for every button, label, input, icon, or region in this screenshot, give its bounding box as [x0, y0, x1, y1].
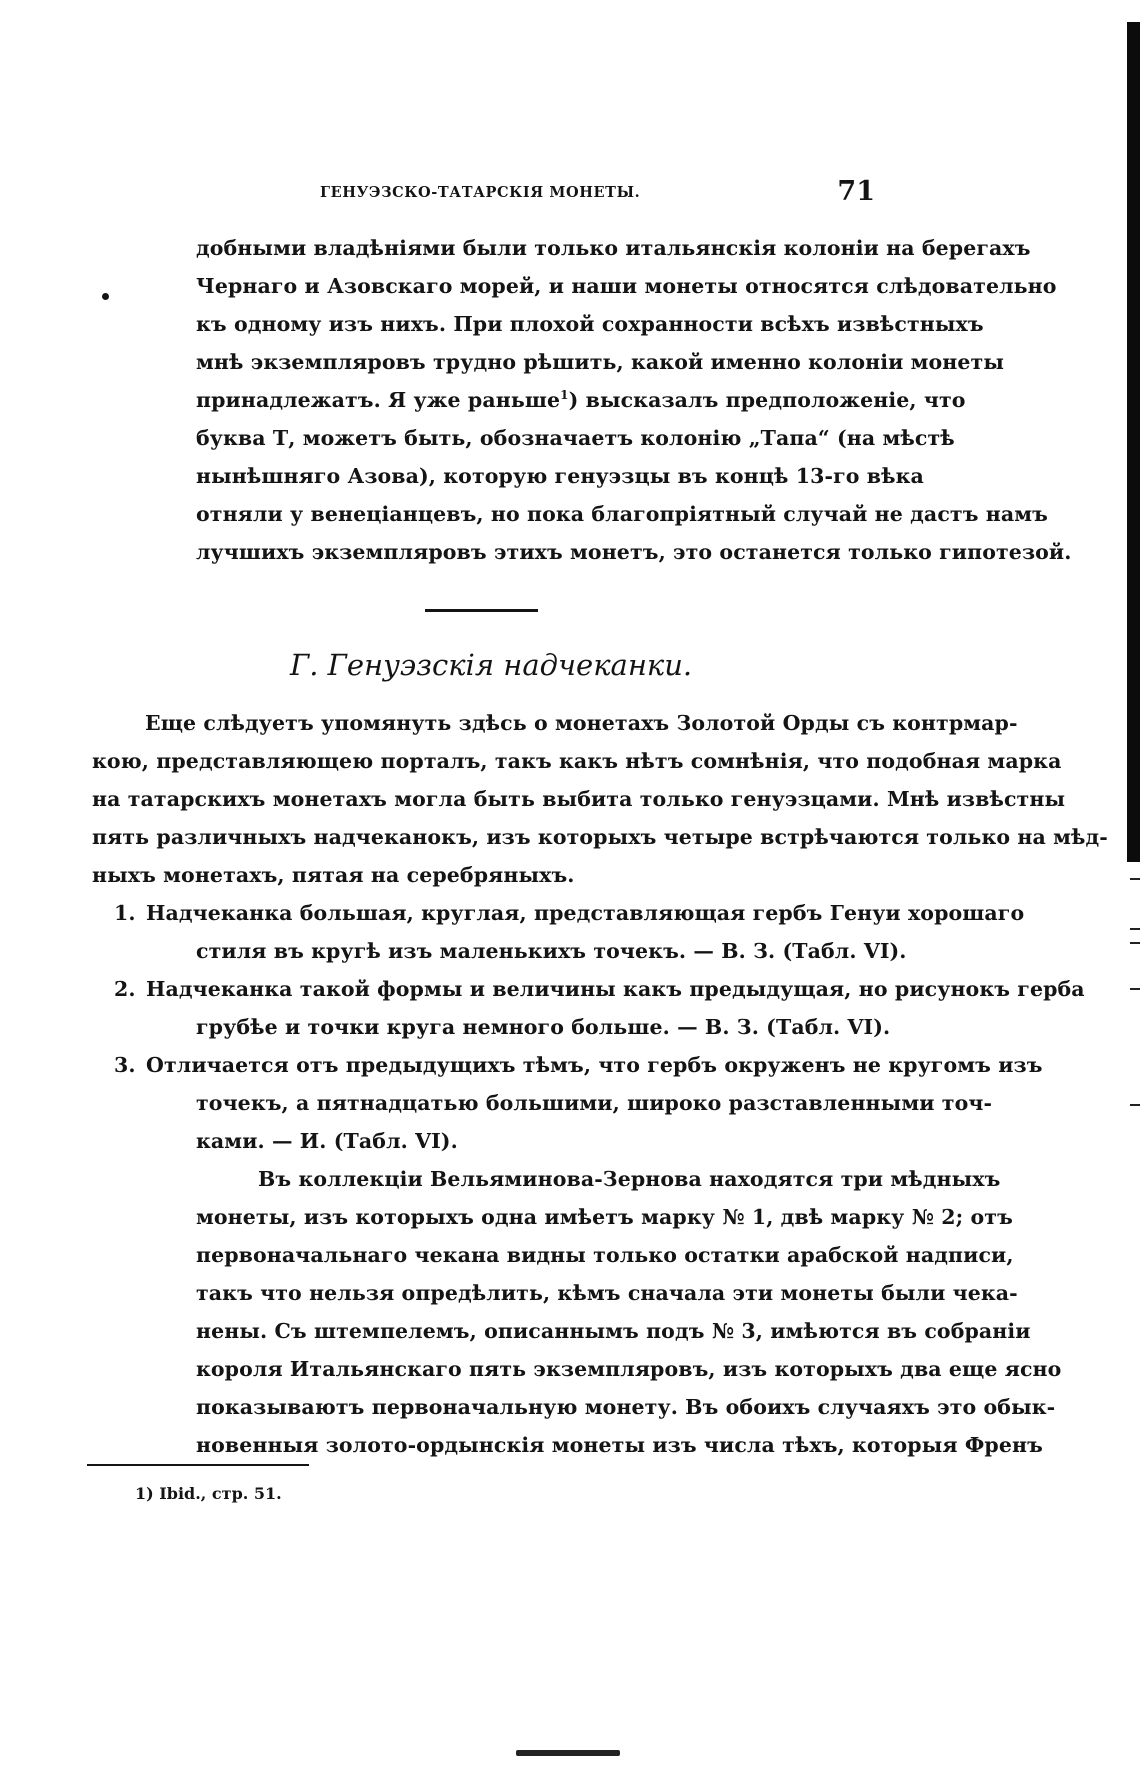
scan-edge-mark [1130, 988, 1140, 990]
paragraph3-line: короля Итальянскаго пять экземпляровъ, изъ которыхъ два еще ясно [196, 1357, 1062, 1381]
list-item-line: Надчеканка большая, круглая, представляющая гербъ Генуи хорошаго [146, 901, 1025, 925]
footnote-rule [87, 1464, 309, 1466]
paragraph3-line: новенныя золото-ордынскія монеты изъ числа тѣхъ, которыя Френъ [196, 1433, 1043, 1457]
paragraph3-line: Въ коллекціи Вельяминова-Зернова находятся три мѣдныхъ [258, 1167, 1001, 1191]
list-item-line: Отличается отъ предыдущихъ тѣмъ, что гербъ окруженъ не кругомъ изъ [146, 1053, 1043, 1077]
list-item-line: ками. — И. (Табл. VI). [196, 1129, 458, 1153]
paragraph2-line: ныхъ монетахъ, пятая на серебряныхъ. [92, 863, 575, 887]
paragraph2-line: Еще слѣдуетъ упомянуть здѣсь о монетахъ Золотой Орды съ контрмар- [145, 711, 1018, 735]
paragraph1-line [196, 387, 966, 413]
paragraph3-line: нены. Съ штемпелемъ, описаннымъ подъ № 3, имѣются въ собраніи [196, 1319, 1031, 1343]
list-item-line: Надчеканка такой формы и величины какъ предыдущая, но рисунокъ герба [146, 977, 1085, 1001]
footnote-mark: 1 [560, 388, 569, 403]
running-head: ГЕНУЭЗСКО-ТАТАРСКІЯ МОНЕТЫ. [320, 184, 641, 201]
list-item-number: 3. [114, 1053, 136, 1077]
scan-edge-bar [1127, 22, 1140, 862]
paragraph1-line: буква Т, можетъ быть, обозначаетъ колонію „Тапа“ (на мѣстѣ [196, 426, 955, 450]
line-text [196, 387, 569, 413]
list-item-number: 1. [114, 901, 136, 925]
scan-edge-mark [1130, 878, 1140, 880]
list-item-line: грубѣе и точки круга немного больше. — В. З. (Табл. VI). [196, 1015, 891, 1039]
paragraph1-line: нынѣшняго Азова), которую генуэзцы въ концѣ 13-го вѣка [196, 464, 924, 488]
paragraph3-line: такъ что нельзя опредѣлить, кѣмъ сначала эти монеты были чека- [196, 1281, 1018, 1305]
paragraph2-line: на татарскихъ монетахъ могла быть выбита только генуэзцами. Мнѣ извѣстны [92, 787, 1066, 811]
line-text-start: принадлежатъ. Я уже раньше [196, 388, 561, 412]
margin-ink-dot [102, 293, 109, 300]
list-item-line: точекъ, а пятнадцатью большими, широко разставленными точ- [196, 1091, 993, 1115]
paragraph1-line: Чернаго и Азовскаго морей, и наши монеты относятся слѣдовательно [196, 274, 1057, 298]
line-text-end: ) высказалъ предположеніе, что [568, 388, 966, 412]
section-title: Г. Генуэзскія надчеканки. [290, 648, 693, 682]
scan-edge-mark [1130, 1104, 1140, 1106]
footnote: 1) Ibid., стр. 51. [135, 1484, 282, 1503]
list-item-line: стиля въ кругѣ изъ маленькихъ точекъ. — В. З. (Табл. VI). [196, 939, 907, 963]
paragraph3-line: монеты, изъ которыхъ одна имѣетъ марку № 1, двѣ марку № 2; отъ [196, 1205, 1013, 1229]
scan-edge-mark [1130, 928, 1140, 930]
section-divider [425, 609, 538, 612]
page-header [320, 178, 875, 212]
paragraph2-line: кою, представляющею порталъ, такъ какъ нѣтъ сомнѣнія, что подобная марка [92, 749, 1062, 773]
paragraph1-line: лучшихъ экземпляровъ этихъ монетъ, это останется только гипотезой. [196, 540, 1072, 564]
paragraph1-line: мнѣ экземпляровъ трудно рѣшить, какой именно колоніи монеты [196, 350, 1005, 374]
page-number: 71 [837, 176, 875, 207]
paragraph1-line: добными владѣніями были только итальянскія колоніи на берегахъ [196, 236, 1031, 260]
paragraph1-line: къ одному изъ нихъ. При плохой сохранности всѣхъ извѣстныхъ [196, 312, 984, 336]
scan-smudge [516, 1750, 620, 1756]
paragraph3-line: показываютъ первоначальную монету. Въ обоихъ случаяхъ это обык- [196, 1395, 1056, 1419]
list-item-number: 2. [114, 977, 136, 1001]
scan-edge-mark [1130, 942, 1140, 944]
paragraph2-line: пять различныхъ надчеканокъ, изъ которыхъ четыре встрѣчаются только на мѣд- [92, 825, 1108, 849]
paragraph1-line: отняли у венеціанцевъ, но пока благопріятный случай не дастъ намъ [196, 502, 1048, 526]
paragraph3-line: первоначальнаго чекана видны только остатки арабской надписи, [196, 1243, 1014, 1267]
